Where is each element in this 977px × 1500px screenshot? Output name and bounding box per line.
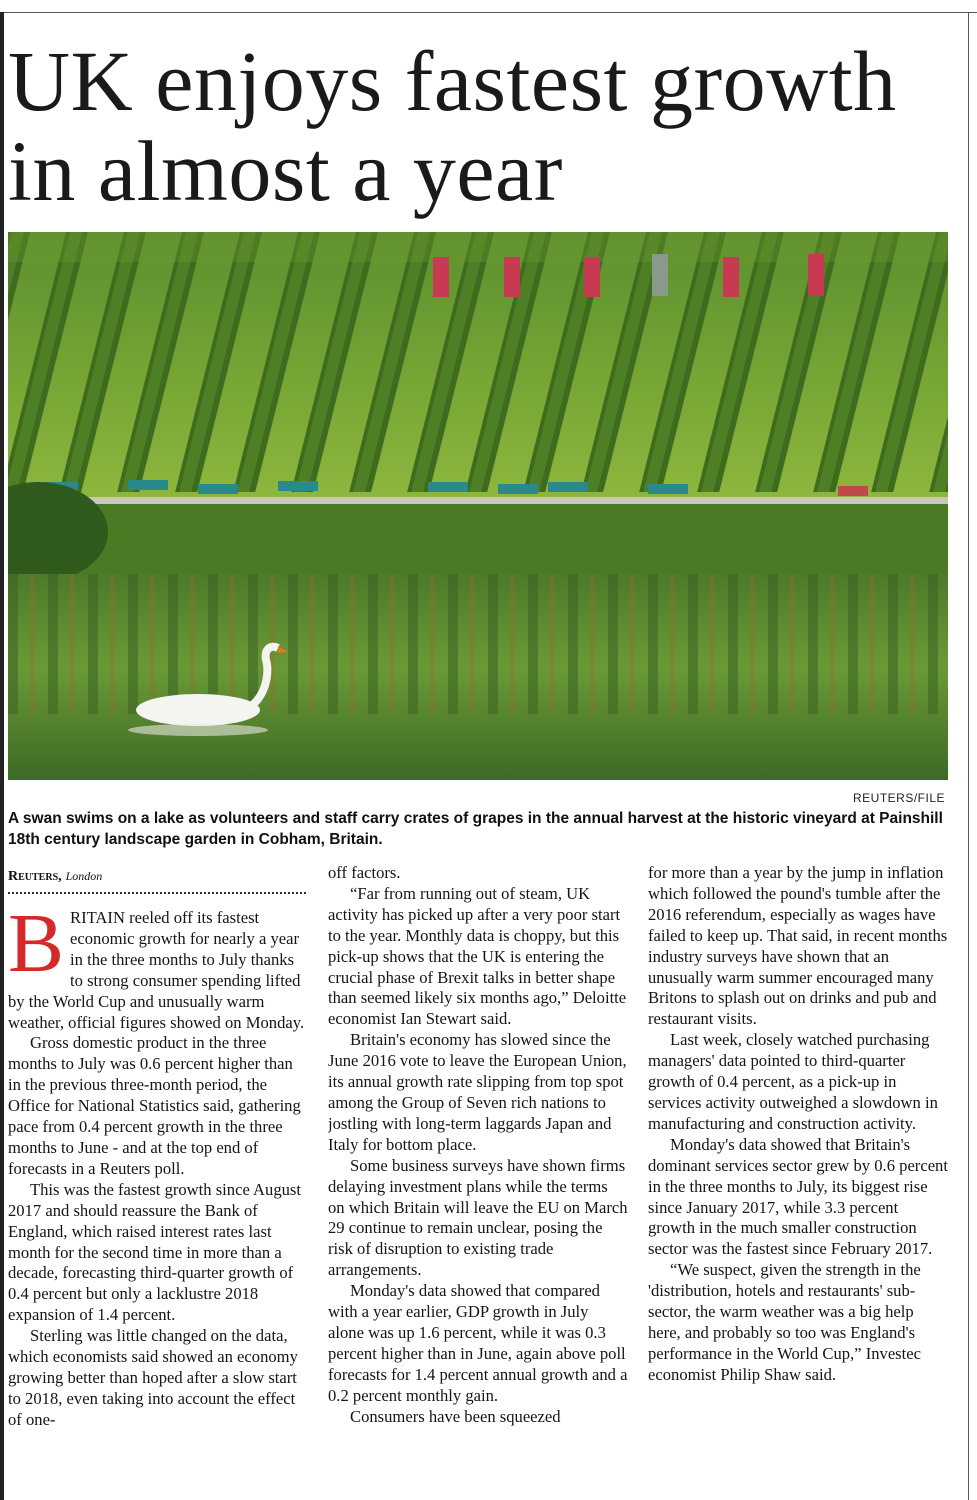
drop-cap: B bbox=[8, 908, 65, 990]
byline bbox=[8, 869, 308, 885]
paragraph bbox=[8, 908, 308, 1033]
paragraph: Monday's data showed that compared with a year earlier, GDP growth in July alone was up 1.6 percent, while it was 0.3 percent higher than in June, again above poll forecasts for 1.4 percent annual growth and a 0.2 percent monthly gain. bbox=[328, 1281, 628, 1405]
headline bbox=[8, 33, 958, 219]
headline-line-2: in almost a year bbox=[8, 123, 563, 219]
paragraph: Sterling was little changed on the data, which economists said showed an economy growing better than hoped after a slow start to 2018, even taking into account the effect of one- bbox=[8, 1326, 298, 1429]
paragraph: Gross domestic product in the three months to July was 0.6 percent higher than in the previous three-month period, the Office for National Statistics said, gathering pace from 0.4 percent growth in the three months to June - and at the top end of forecasts in a Reuters poll. bbox=[8, 1033, 301, 1178]
photo-caption: A swan swims on a lake as volunteers and staff carry crates of grapes in the annual harvest at the historic vineyard at Painshill 18th century landscape garden in Cobham, Britain. bbox=[8, 810, 943, 848]
paragraph: Consumers have been squeezed bbox=[350, 1406, 561, 1426]
paragraph: Britain's economy has slowed since the June 2016 vote to leave the European Union, its annual growth rate slipping from top spot among the Group of Seven rich nations to jostling with long-term laggards Japan and Italy for bottom place. bbox=[328, 1030, 627, 1154]
paragraph: “Far from running out of steam, UK activity has picked up after a very poor start to the year. Monthly data is choppy, but this pick-up shows that the UK is entering the crucial phase of Brexit talks in better shape than seemed likely six months ago,” Deloitte economist Ian Stewart said. bbox=[328, 883, 627, 1029]
photo-credit: REUTERS/FILE bbox=[852, 791, 945, 805]
article-column-2 bbox=[328, 863, 628, 1499]
byline-agency: Reuters, bbox=[8, 869, 62, 884]
paragraph: This was the fastest growth since August 2017 and should reassure the Bank of England, which raised interest rates last month for the second time in more than a decade, forecasting third-quarter growth of 0.4 percent but only a lacklustre 2018 expansion of 1.4 percent. bbox=[8, 1179, 301, 1325]
path bbox=[8, 497, 948, 504]
byline-place: London bbox=[65, 869, 103, 883]
right-column-rule bbox=[968, 12, 969, 1500]
left-page-edge bbox=[0, 12, 4, 1500]
paragraph-text: RITAIN reeled off its fastest economic growth for nearly a year in the three months to July thanks to strong consumer spending lifted by the World Cup and unusually warm weather, official figures showed on Monday. bbox=[8, 908, 305, 1032]
article-column-3 bbox=[648, 863, 948, 1499]
paragraph: “We suspect, given the strength in the 'distribution, hotels and restaurants' sub-sector, the warm weather was a big help here, and probably so too was England's performance in the World Cup,” Investec economist Philip Shaw said. bbox=[648, 1260, 921, 1384]
paragraph: Some business surveys have shown firms delaying investment plans while the terms on which Britain will leave the EU on March 29 continue to remain unclear, posing the risk of disruption to existing trade arrangements. bbox=[328, 1155, 628, 1280]
shore-grass bbox=[8, 504, 948, 574]
vine-rows bbox=[8, 232, 948, 492]
paragraph: for more than a year by the jump in inflation which followed the pound's tumble after the 2016 referendum, especially as wages have failed to keep up. That said, in recent months industry surveys have shown that an unusually warm summer encouraged many Britons to splash out on drinks and pub and restaurant visits. bbox=[648, 863, 948, 1029]
article-column-1 bbox=[8, 908, 308, 1498]
paragraph: Monday's data showed that Britain's dominant services sector grew by 0.6 percent in the three months to July, its biggest rise since January 2017, while 3.3 percent growth in the much smaller construction sector was the fastest since February 2017. bbox=[648, 1134, 948, 1259]
top-rule bbox=[0, 12, 977, 13]
paragraph: off factors. bbox=[328, 863, 401, 882]
vineyard-swan-photo bbox=[8, 232, 948, 780]
paragraph: Last week, closely watched purchasing managers' data pointed to third-quarter growth of 0.4 percent, as a pick-up in services activity outweighed a slowdown in manufacturing and construction activity. bbox=[648, 1030, 938, 1133]
headline-line-1: UK enjoys fastest growth bbox=[8, 33, 897, 129]
dotted-divider bbox=[8, 892, 306, 894]
